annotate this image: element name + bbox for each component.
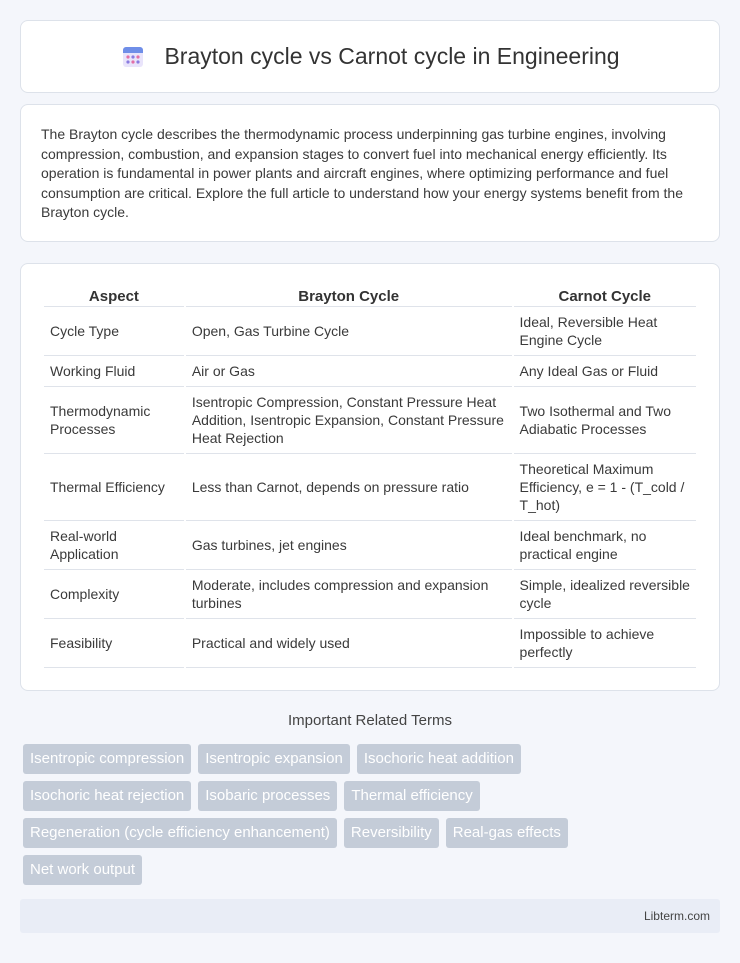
cell-brayton: Isentropic Compression, Constant Pressure Heat Addition, Isentropic Expansion, Constant Pressure Heat Rejection: [186, 387, 512, 454]
header-card: [20, 20, 720, 93]
table-calendar-icon: [120, 44, 146, 70]
tag-isochoric-heat-addition[interactable]: Isochoric heat addition: [357, 744, 521, 774]
tag-row: [23, 744, 723, 774]
intro-card: [20, 104, 720, 242]
header-carnot: Carnot Cycle: [514, 284, 696, 307]
header-aspect: Aspect: [44, 284, 184, 307]
cell-brayton: Open, Gas Turbine Cycle: [186, 307, 512, 356]
footer-site-link[interactable]: Libterm.com: [643, 909, 710, 923]
tag-real-gas-effects[interactable]: Real-gas effects: [446, 818, 568, 848]
table-row: [44, 454, 696, 521]
tag-row: [23, 818, 723, 848]
tag-row: [23, 855, 723, 885]
cell-aspect: Thermodynamic Processes: [44, 387, 184, 454]
table-row: [44, 521, 696, 570]
page-title: Brayton cycle vs Carnot cycle in Engineering: [164, 43, 620, 69]
related-terms-tags: [23, 744, 723, 892]
tag-isentropic-compression[interactable]: Isentropic compression: [23, 744, 191, 774]
table-row: [44, 619, 696, 668]
cell-aspect: Working Fluid: [44, 356, 184, 387]
cell-aspect: Feasibility: [44, 619, 184, 668]
tag-isobaric-processes[interactable]: Isobaric processes: [198, 781, 337, 811]
cell-carnot: Two Isothermal and Two Adiabatic Processes: [514, 387, 696, 454]
header-brayton: Brayton Cycle: [186, 284, 512, 307]
cell-brayton: Practical and widely used: [186, 619, 512, 668]
table-header-row: [44, 284, 696, 307]
cell-aspect: Thermal Efficiency: [44, 454, 184, 521]
header: [120, 43, 619, 70]
cell-carnot: Ideal benchmark, no practical engine: [514, 521, 696, 570]
comparison-table: [42, 284, 698, 668]
cell-carnot: Any Ideal Gas or Fluid: [514, 356, 696, 387]
comparison-table-card: [20, 263, 720, 691]
tag-regeneration[interactable]: Regeneration (cycle efficiency enhancement): [23, 818, 337, 848]
table-row: [44, 387, 696, 454]
related-terms-title: Important Related Terms: [288, 712, 452, 729]
cell-carnot: Theoretical Maximum Efficiency, e = 1 - (T_cold / T_hot): [514, 454, 696, 521]
cell-brayton: Air or Gas: [186, 356, 512, 387]
cell-brayton: Less than Carnot, depends on pressure ratio: [186, 454, 512, 521]
cell-aspect: Cycle Type: [44, 307, 184, 356]
cell-carnot: Ideal, Reversible Heat Engine Cycle: [514, 307, 696, 356]
cell-aspect: Real-world Application: [44, 521, 184, 570]
tag-reversibility[interactable]: Reversibility: [344, 818, 439, 848]
tag-isentropic-expansion[interactable]: Isentropic expansion: [198, 744, 350, 774]
table-row: [44, 570, 696, 619]
table-row: [44, 356, 696, 387]
cell-brayton: Moderate, includes compression and expansion turbines: [186, 570, 512, 619]
cell-brayton: Gas turbines, jet engines: [186, 521, 512, 570]
footer: [20, 899, 720, 933]
table-row: [44, 307, 696, 356]
intro-paragraph: The Brayton cycle describes the thermodynamic process underpinning gas turbine engines, involving compression, combustion, and expansion stages to convert fuel into mechanical energy efficiently. Its operation is fundamental in power plants and aircraft engines, where optimizing performance and fuel consumption are critical. Explore the full article to understand how your energy systems benefit from the Brayton cycle.: [41, 126, 683, 221]
cell-carnot: Simple, idealized reversible cycle: [514, 570, 696, 619]
tag-row: [23, 781, 723, 811]
cell-carnot: Impossible to achieve perfectly: [514, 619, 696, 668]
cell-aspect: Complexity: [44, 570, 184, 619]
tag-isochoric-heat-rejection[interactable]: Isochoric heat rejection: [23, 781, 191, 811]
tag-thermal-efficiency[interactable]: Thermal efficiency: [344, 781, 479, 811]
tag-net-work-output[interactable]: Net work output: [23, 855, 142, 885]
